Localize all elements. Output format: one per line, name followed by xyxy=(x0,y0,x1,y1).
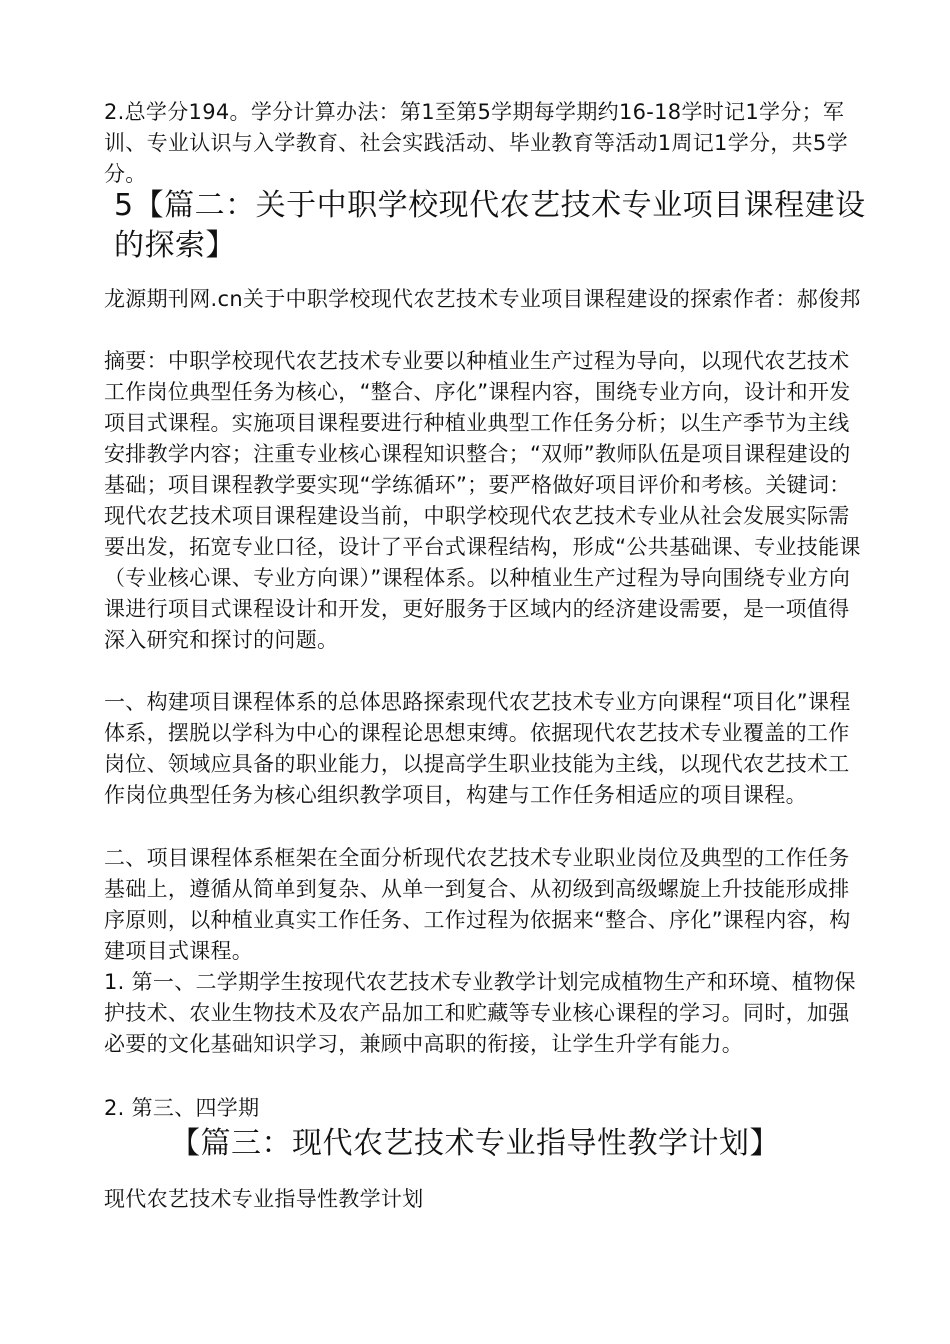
list-item-2: 2. 第三、四学期 xyxy=(104,1096,260,1120)
abstract-paragraph: 摘要：中职学校现代农艺技术专业要以种植业生产过程为导向，以现代农艺技术工作岗位典型任务为核心，“整合、序化”课程内容，围绕专业方向，设计和开发项目式课程。实施项目课程要进行种植业典型工作任务分析；以生产季节为主线安排教学内容；注重专业核心课程知识整合；“双师”教师队伍是项目课程建设的基础；项目课程教学要实现“学练循环”；要严格做好项目评价和考核。关键词：现代农艺技术项目课程建设当前，中职学校现代农艺技术专业从社会发展实际需要出发，拓宽专业口径，设计了平台式课程结构，形成“公共基础课、专业技能课（专业核心课、专业方向课）”课程体系。以种植业生产过程为导向围绕专业方向课进行项目式课程设计和开发，更好服务于区域内的经济建设需要，是一项值得深入研究和探讨的问题。 xyxy=(104,349,861,652)
section2-heading: 5【篇二：关于中职学校现代农艺技术专业项目课程建设的探索】 xyxy=(114,188,866,263)
section3-subtitle: 现代农艺技术专业指导性教学计划 xyxy=(104,1187,424,1211)
section3-heading: 【篇三：现代农艺技术专业指导性教学计划】 xyxy=(170,1126,780,1161)
part1-paragraph: 一、构建项目课程体系的总体思路探索现代农艺技术专业方向课程“项目化”课程体系，摆脱以学科为中心的课程论思想束缚。依据现代农艺技术专业覆盖的工作岗位、领域应具备的职业能力，以提高学生职业技能为主线，以现代农艺技术工作岗位典型任务为核心组织教学项目，构建与工作任务相适应的项目课程。 xyxy=(104,690,851,807)
part2-paragraph: 二、项目课程体系框架在全面分析现代农艺技术专业职业岗位及典型的工作任务基础上，遵循从简单到复杂、从单一到复合、从初级到高级螺旋上升技能形成排序原则，以种植业真实工作任务、工作过程为依据来“整合、序化”课程内容，构建项目式课程。 xyxy=(104,846,851,963)
credit-note-paragraph: 2.总学分194。学分计算办法：第1至第5学期每学期约16-18学时记1学分；军训、专业认识与入学教育、社会实践活动、毕业教育等活动1周记1学分，共5学分。 xyxy=(104,100,848,186)
source-line: 龙源期刊网.cn关于中职学校现代农艺技术专业项目课程建设的探索作者：郝俊邦 xyxy=(104,287,861,311)
list-item-1: 1. 第一、二学期学生按现代农艺技术专业教学计划完成植物生产和环境、植物保护技术、农业生物技术及农产品加工和贮藏等专业核心课程的学习。同时，加强必要的文化基础知识学习，兼顾中高职的衔接，让学生升学有能力。 xyxy=(104,970,856,1056)
